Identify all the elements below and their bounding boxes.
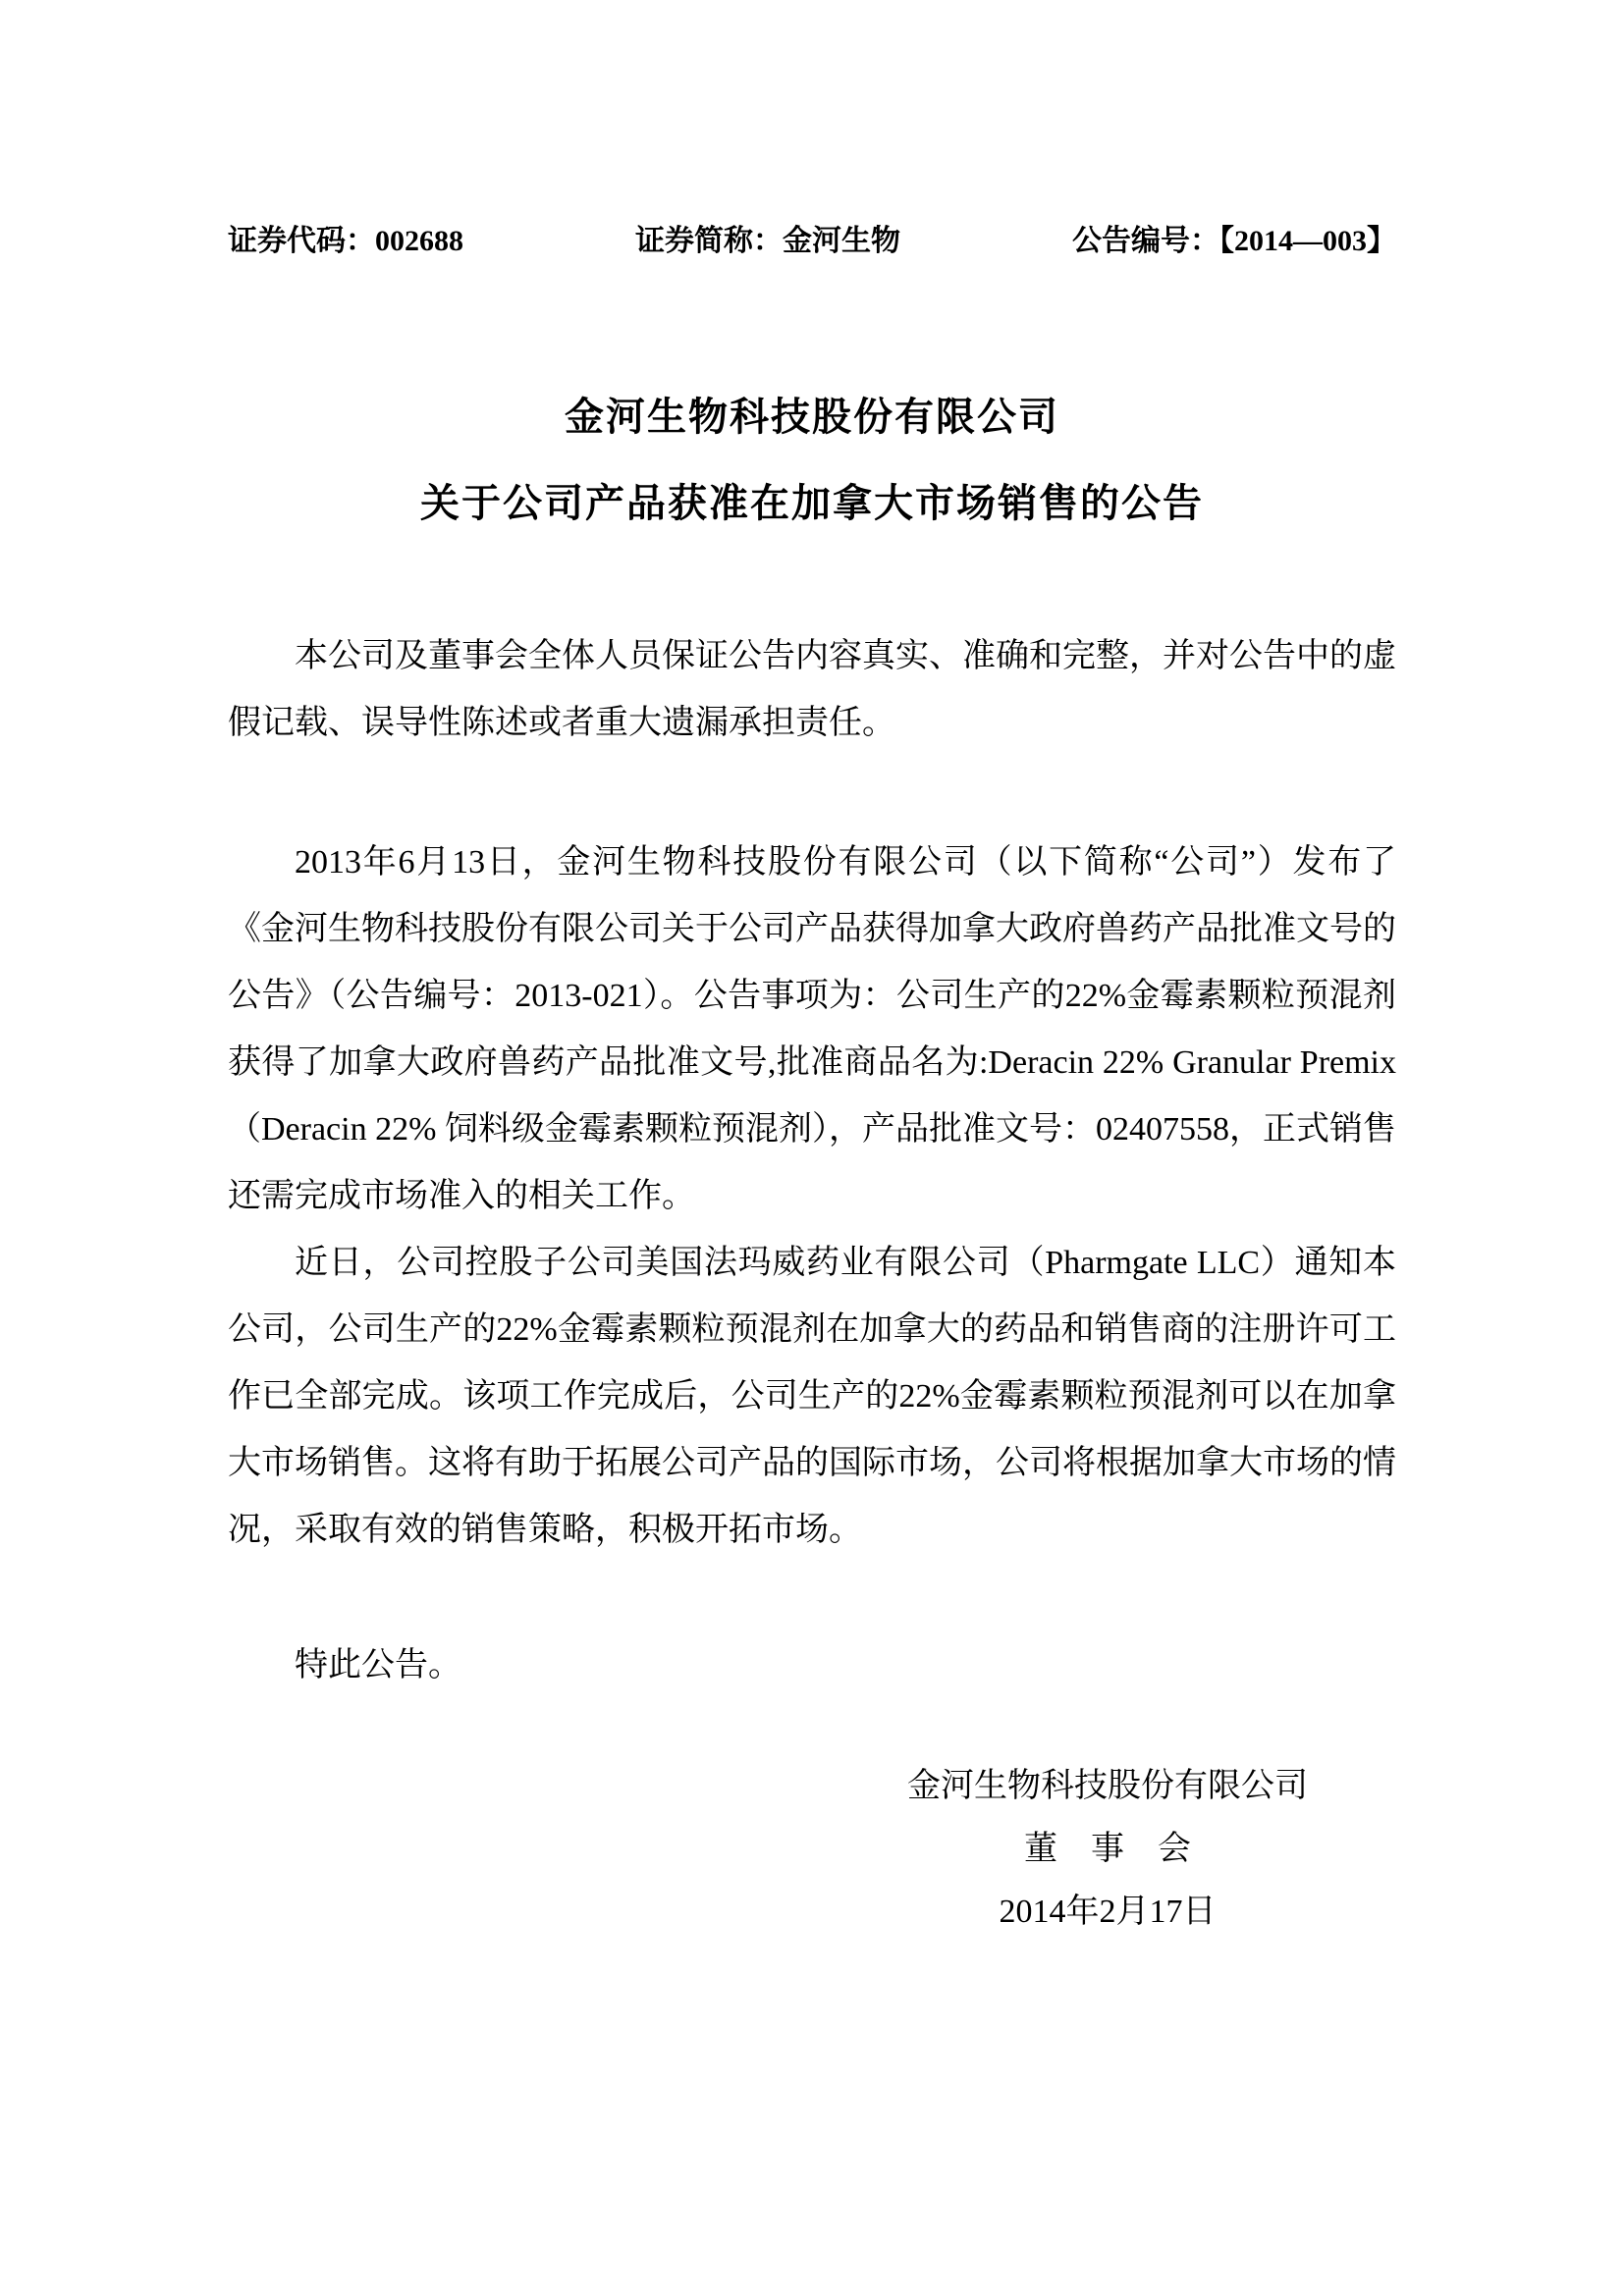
- body-paragraph-2: 近日，公司控股子公司美国法玛威药业有限公司（Pharmgate LLC）通知本公司，公司生产的22%金霉素颗粒预混剂在加拿大的药品和销售商的注册许可工作已全部完成。该项工作完成后，公司生产的22%金霉素颗粒预混剂可以在加拿大市场销售。这将有助于拓展公司产品的国际市场，公司将根据加拿大市场的情况，采取有效的销售策略，积极开拓市场。: [228, 1245, 1396, 1548]
- signature-date: 2014年2月17日: [999, 1894, 1217, 1930]
- closing-statement: 特此公告。: [295, 1647, 461, 1683]
- company-title: 金河生物科技股份有限公司: [565, 396, 1059, 439]
- body-paragraph-1: 2013年6月13日，金河生物科技股份有限公司（以下简称“公司”）发布了《金河生物科技股份有限公司关于公司产品获得加拿大政府兽药产品批准文号的公告》（公告编号：2013-021）。公告事项为：公司生产的22%金霉素颗粒预混剂获得了加拿大政府兽药产品批准文号,批准商品名为:Deracin 22% Granular Premix（Deracin 22% 饲料级金霉素颗粒预混剂），产品批准文号：02407558，正式销售还需完成市场准入的相关工作。: [228, 844, 1396, 1214]
- doc-header: [228, 208, 1396, 275]
- stock-code: 证券代码：002688: [228, 225, 463, 257]
- announcement-subtitle: 关于公司产品获准在加拿大市场销售的公告: [420, 482, 1204, 525]
- signature-block: [907, 1755, 1308, 1944]
- stock-short-name: 证券简称：金河生物: [635, 225, 900, 257]
- announcement-number: 公告编号：【2014—003】: [1072, 225, 1396, 257]
- body-block: [228, 829, 1396, 1564]
- disclaimer-paragraph: 本公司及董事会全体人员保证公告内容真实、准确和完整，并对公告中的虚假记载、误导性陈述或者重大遗漏承担责任。: [228, 638, 1396, 741]
- heading-block: [228, 374, 1396, 547]
- signature-company: 金河生物科技股份有限公司: [907, 1768, 1308, 1804]
- signature-board: 董 事 会: [1024, 1831, 1191, 1867]
